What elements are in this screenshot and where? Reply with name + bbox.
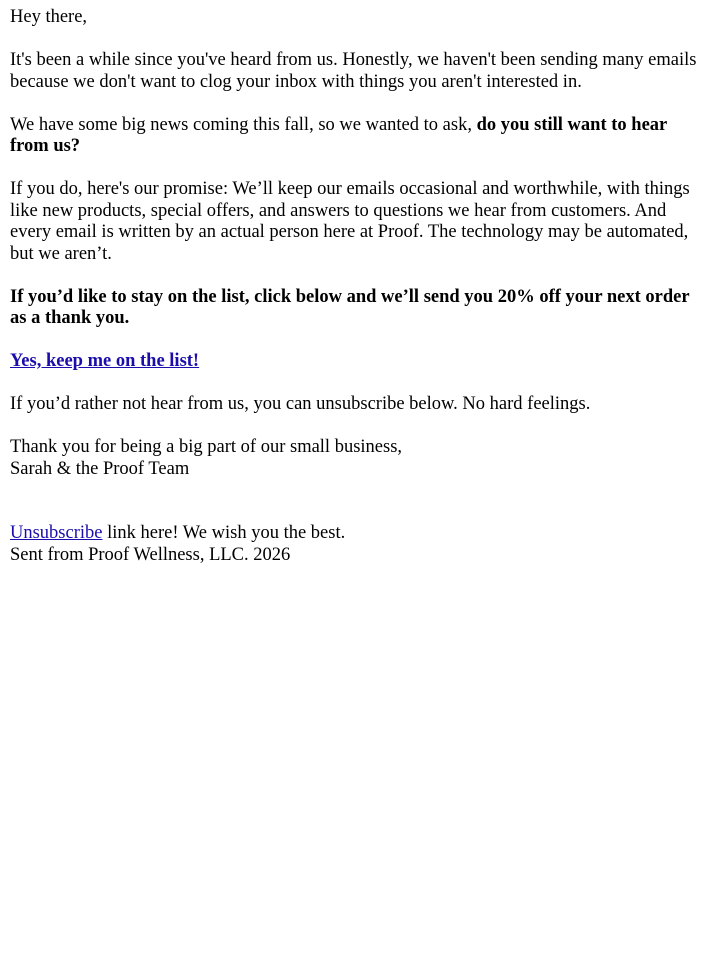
footer-line (10, 545, 710, 567)
footer-text: Sent from Proof Wellness, LLC. 2026 (10, 544, 291, 565)
intro-text: It's been a while since you've heard from us. Honestly, we haven't been sending many emails because we don't want to clog your inbox with things you aren't interested in. (10, 50, 697, 92)
signoff-text-2: Sarah & the Proof Team (10, 458, 190, 479)
spacer (10, 502, 710, 524)
promise-text: If you do, here's our promise: We’ll keep our emails occasional and worthwhile, with things like new products, special offers, and answers to questions we hear from customers. And every email is written by an actual person here at Proof. The technology may be automated, but we aren’t. (10, 179, 690, 264)
signoff-line-2 (10, 459, 710, 481)
unsubscribe-note-text: If you’d rather not hear from us, you can unsubscribe below. No hard feelings. (10, 394, 591, 414)
unsubscribe-link[interactable]: Unsubscribe (10, 523, 103, 543)
offer-bold-text: If you’d like to stay on the list, click below and we’ll send you 20% off your next order as a thank you. (10, 286, 690, 328)
question-bold-text: do you still want to hear from us? (10, 114, 667, 156)
promise-paragraph (10, 179, 710, 265)
offer-paragraph (10, 287, 710, 330)
question-paragraph (10, 115, 710, 158)
signoff-line-1 (10, 437, 710, 459)
unsubscribe-line (10, 523, 710, 545)
keep-link-paragraph (10, 351, 710, 373)
intro-paragraph (10, 50, 710, 93)
unsubscribe-rest-text: link here! We wish you the best. (102, 523, 346, 543)
question-lead-text: We have some big news coming this fall, so we wanted to ask, (10, 114, 477, 135)
greeting (10, 7, 710, 29)
unsubscribe-note-paragraph (10, 394, 710, 416)
keep-me-on-list-link[interactable]: Yes, keep me on the list! (10, 351, 200, 371)
greeting-text: Hey there, (10, 7, 88, 27)
signoff-text-1: Thank you for being a big part of our small business, (10, 437, 403, 457)
